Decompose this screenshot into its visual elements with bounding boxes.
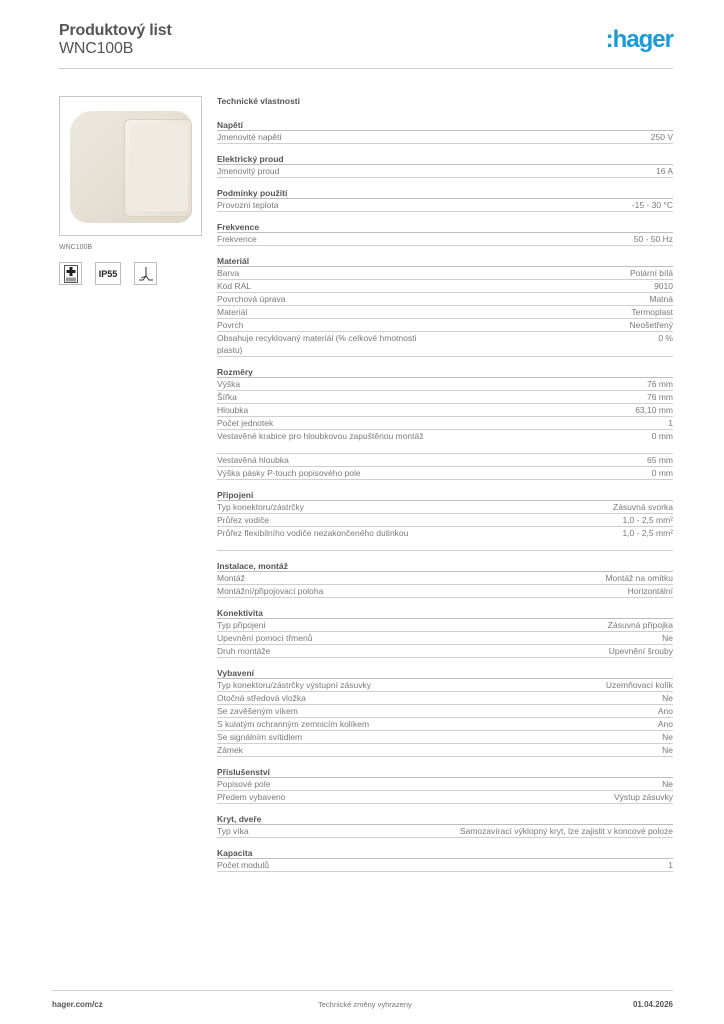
section-connection [217, 489, 673, 551]
row-label: Jmenovitý proud [217, 166, 280, 176]
row-label: Povrch [217, 320, 244, 330]
row-label: Se zavěšeným víkem [217, 706, 298, 716]
row-label: Materiál [217, 307, 248, 317]
section-heading: Konektivita [217, 607, 673, 619]
row-value: 250 V [650, 132, 673, 142]
row-value: Ne [662, 693, 673, 703]
section-current [217, 153, 673, 178]
spec-row [217, 692, 673, 705]
ip-rating-icon: IP55 [95, 262, 121, 285]
spec-row [217, 430, 673, 454]
spec-row [217, 645, 673, 658]
section-heading: Podmínky použití [217, 187, 673, 199]
row-value: 9010 [654, 281, 673, 291]
row-value: 0 % [658, 333, 673, 343]
row-label: Popisové pole [217, 779, 271, 789]
row-value: Výstup zásuvky [613, 792, 673, 802]
row-label: Počet jednotek [217, 418, 274, 428]
row-value: 1,0 - 2,5 mm² [622, 515, 673, 525]
row-label: Vestavěná hloubka [217, 455, 289, 465]
footer-website-link[interactable]: hager.com/cz [52, 1000, 103, 1009]
spec-row [217, 280, 673, 293]
row-value: Zásuvná přípojka [607, 620, 673, 630]
section-heading: Kryt, dveře [217, 813, 673, 825]
spec-row [217, 718, 673, 731]
row-value: 76 mm [647, 392, 673, 402]
section-conditions [217, 187, 673, 212]
row-value: 1,0 - 2,5 mm² [622, 528, 673, 538]
section-heading: Frekvence [217, 221, 673, 233]
footer-note: Technické změny vyhrazeny [318, 1000, 412, 1009]
spec-row [217, 293, 673, 306]
row-value: Ne [662, 732, 673, 742]
row-label: Průřez flexibilního vodiče nezakončeného dutinkou [217, 528, 409, 538]
row-value: 0 mm [651, 468, 673, 478]
spec-row [217, 454, 673, 467]
spec-row [217, 825, 673, 838]
row-value: 16 A [655, 166, 673, 176]
row-value: 1 [668, 418, 673, 428]
spec-row [217, 467, 673, 480]
row-value: Ne [662, 779, 673, 789]
row-label: Povrchová úprava [217, 294, 286, 304]
product-image-caption: WNC100B [59, 244, 93, 251]
row-label: S kulatým ochranným zemnicím kolíkem [217, 719, 370, 729]
spec-row [217, 778, 673, 791]
row-label: Šířka [217, 392, 237, 402]
section-capacity [217, 847, 673, 872]
spec-row [217, 572, 673, 585]
row-value: 1 [668, 860, 673, 870]
row-label: Upevnění pomocí třmenů [217, 633, 313, 643]
spec-row [217, 319, 673, 332]
hager-logo: :hager [605, 26, 673, 53]
section-heading: Kapacita [217, 847, 673, 859]
technical-properties [217, 96, 673, 872]
row-value: 65 mm [647, 455, 673, 465]
spec-row [217, 705, 673, 718]
row-value: Termoplast [631, 307, 673, 317]
section-equipment [217, 667, 673, 757]
product-image [59, 96, 202, 236]
footer-divider [52, 990, 673, 991]
row-label: Typ konektoru/zástrčky [217, 502, 304, 512]
document-title: Produktový list [59, 22, 172, 39]
spec-row [217, 199, 673, 212]
spec-row [217, 731, 673, 744]
row-label: Vestavěné krabice pro hloubkovou zapuštěnou montáž [217, 431, 424, 441]
spec-row [217, 131, 673, 144]
row-value: Upevnění šrouby [608, 646, 673, 656]
row-label: Montáž [217, 573, 245, 583]
spec-row [217, 417, 673, 430]
row-label: Kód RAL [217, 281, 252, 291]
row-value: Samozavírací výklopný kryt, lze zajistit v koncové poloze [459, 826, 673, 836]
spec-row [217, 744, 673, 757]
spec-row [217, 378, 673, 391]
spec-row [217, 165, 673, 178]
spec-title: Technické vlastnosti [217, 96, 300, 106]
spec-row [217, 404, 673, 417]
spec-row [217, 632, 673, 645]
spec-row [217, 791, 673, 804]
row-label: Jmenovité napětí [217, 132, 282, 142]
section-installation [217, 560, 673, 598]
section-heading: Rozměry [217, 366, 673, 378]
section-frequency [217, 221, 673, 246]
product-code: WNC100B [59, 40, 134, 57]
section-heading: Vybavení [217, 667, 673, 679]
section-dimensions [217, 366, 673, 480]
row-value: Matná [649, 294, 673, 304]
protection-class-icon [59, 262, 82, 285]
row-value: -15 - 30 °C [631, 200, 673, 210]
spec-row [217, 233, 673, 246]
row-value: Zásuvná svorka [613, 502, 673, 512]
row-label: Typ víka [217, 826, 249, 836]
spec-row [217, 332, 673, 357]
footer-date: 01.04.2026 [632, 1000, 673, 1009]
spec-row [217, 501, 673, 514]
row-label: Montážní/připojovací poloha [217, 586, 324, 596]
certification-icons [59, 262, 202, 285]
spec-row [217, 619, 673, 632]
row-value: 76 mm [647, 379, 673, 389]
row-label: Typ připojení [217, 620, 266, 630]
row-value: Montáž na omítku [605, 573, 673, 583]
section-voltage [217, 119, 673, 144]
row-label: Provozní teplota [217, 200, 279, 210]
page-header [59, 20, 673, 68]
row-value: Neošetřený [629, 320, 673, 330]
row-label: Výška pásky P-touch popisového pole [217, 468, 361, 478]
row-label: Výška [217, 379, 241, 389]
row-value: 63,10 mm [635, 405, 673, 415]
product-panel [59, 96, 202, 285]
surface-mount-icon [134, 262, 157, 285]
spec-row [217, 859, 673, 872]
row-label: Druh montáže [217, 646, 271, 656]
spec-row [217, 527, 673, 551]
section-heading: Elektrický proud [217, 153, 673, 165]
section-heading: Připojení [217, 489, 673, 501]
section-heading: Materiál [217, 255, 673, 267]
section-connectivity [217, 607, 673, 658]
row-label: Obsahuje recyklovaný materiál (% celkové hmotnosti plastu) [217, 333, 417, 355]
row-value: Ne [662, 745, 673, 755]
row-label: Barva [217, 268, 240, 278]
section-material [217, 255, 673, 357]
row-value: 50 - 50 Hz [633, 234, 673, 244]
row-value: Ne [662, 633, 673, 643]
row-value: Uzemňovací kolík [605, 680, 673, 690]
section-accessories [217, 766, 673, 804]
row-value: Polární bílá [630, 268, 673, 278]
section-heading: Instalace, montáž [217, 560, 673, 572]
spec-row [217, 514, 673, 527]
row-label: Frekvence [217, 234, 257, 244]
row-value: Ano [657, 706, 673, 716]
row-value: 0 mm [651, 431, 673, 441]
row-label: Hloubka [217, 405, 249, 415]
row-label: Počet modulů [217, 860, 269, 870]
spec-row [217, 585, 673, 598]
header-divider [59, 68, 673, 69]
row-value: Horizontální [627, 586, 673, 596]
row-label: Se signálním svítidlem [217, 732, 303, 742]
row-label: Typ konektoru/zástrčky výstupní zásuvky [217, 680, 372, 690]
spec-row [217, 391, 673, 404]
section-heading: Napětí [217, 119, 673, 131]
section-cover [217, 813, 673, 838]
row-label: Předem vybaveno [217, 792, 286, 802]
spec-row [217, 267, 673, 280]
row-label: Průřez vodiče [217, 515, 269, 525]
row-label: Zámek [217, 745, 243, 755]
spec-row [217, 679, 673, 692]
row-label: Otočná středová vložka [217, 693, 306, 703]
row-value: Ano [657, 719, 673, 729]
spec-row [217, 306, 673, 319]
section-heading: Příslušenství [217, 766, 673, 778]
